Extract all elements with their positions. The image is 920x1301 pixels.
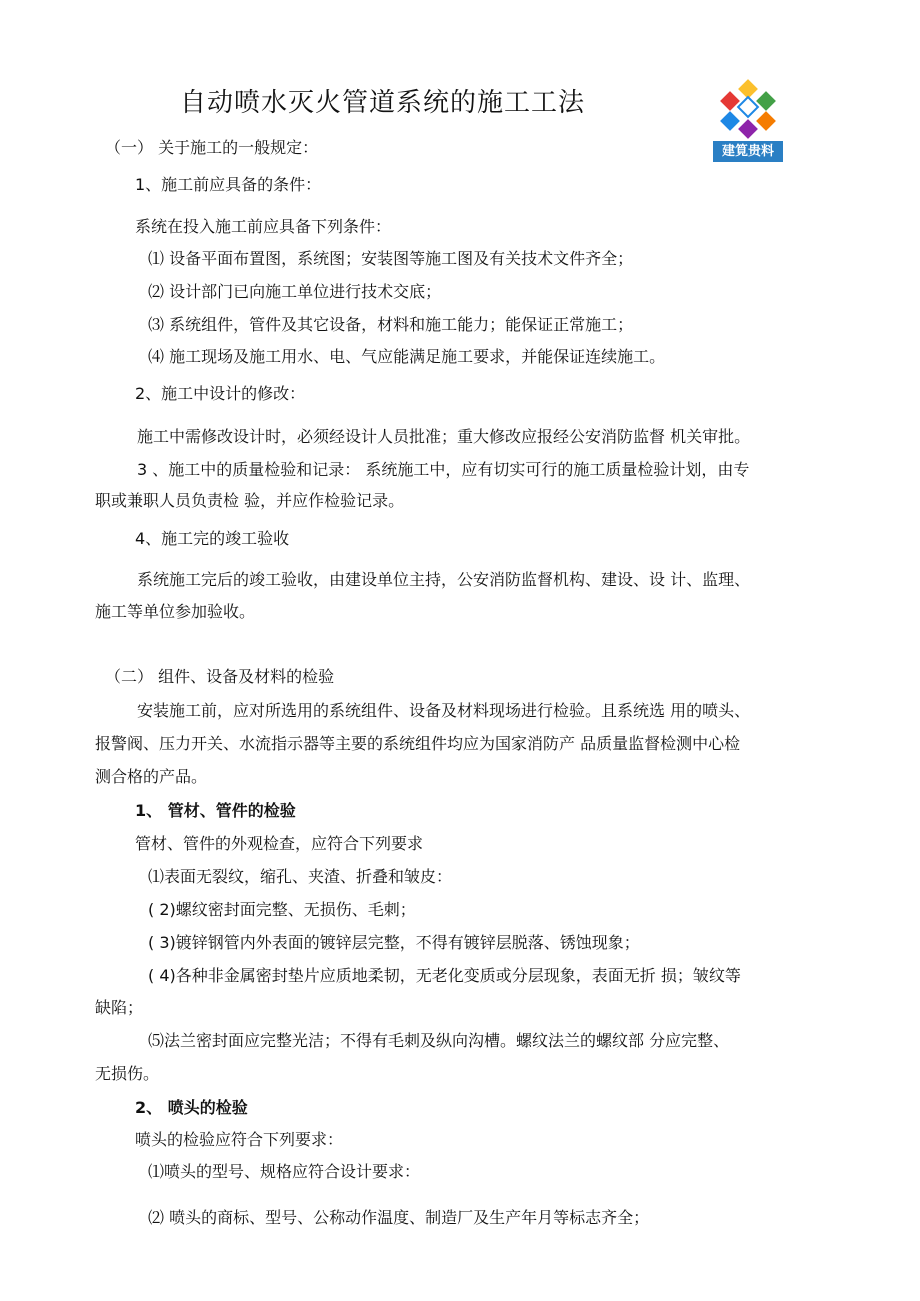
- paragraph-line: 报警阀、压力开关、水流指示器等主要的系统组件均应为国家消防产 品质量监督检测中心检: [95, 734, 741, 753]
- paragraph-line: 测合格的产品。: [95, 767, 208, 786]
- list-item: ( 3)镀锌钢管内外表面的镀锌层完整，不得有镀锌层脱落、锈蚀现象；: [148, 933, 640, 952]
- list-item: ⑵ 设计部门已向施工单位进行技术交底；: [148, 282, 442, 301]
- list-item: ⑷ 施工现场及施工用水、电、气应能满足施工要求，并能保证连续施工。: [148, 347, 666, 366]
- item-2-heading: 2、施工中设计的修改：: [135, 384, 306, 403]
- item-4-heading: 4、施工完的竣工验收: [135, 529, 290, 548]
- list-item: ( 4)各种非金属密封垫片应质地柔韧，无老化变质或分层现象，表面无折 损；皱纹等: [148, 966, 741, 985]
- list-item: ( 2)螺纹密封面完整、无损伤、毛刺；: [148, 900, 416, 919]
- subsection-2-heading: 2、 喷头的检验: [135, 1098, 248, 1117]
- list-item: 无损伤。: [95, 1064, 160, 1083]
- list-item: ⑶ 系统组件，管件及其它设备，材料和施工能力；能保证正常施工；: [148, 315, 634, 334]
- item-1-heading: 1、施工前应具备的条件：: [135, 175, 322, 194]
- list-item: 缺陷；: [95, 998, 144, 1017]
- list-item: ⑵ 喷头的商标、型号、公称动作温度、制造厂及生产年月等标志齐全；: [148, 1208, 650, 1227]
- section-1-heading: （一） 关于施工的一般规定：: [105, 138, 319, 157]
- paragraph-line: 系统施工完后的竣工验收，由建设单位主持，公安消防监督机构、建设、设 计、监理、: [137, 570, 751, 589]
- logo-icon: [713, 78, 783, 140]
- list-item: ⑴ 设备平面布置图，系统图；安装图等施工图及有关技术文件齐全；: [148, 249, 634, 268]
- brand-logo: [713, 78, 783, 162]
- paragraph-line: 职或兼职人员负责检 验，并应作检验记录。: [95, 491, 405, 510]
- document-title: 自动喷水灭火管道系统的施工工法: [180, 88, 586, 118]
- paragraph-line: 安装施工前，应对所选用的系统组件、设备及材料现场进行检验。且系统选 用的喷头、: [137, 701, 751, 720]
- subsection-1-heading: 1、 管材、管件的检验: [135, 801, 296, 820]
- logo-text: 建筧贵料: [713, 141, 783, 162]
- section-2-heading: （二） 组件、设备及材料的检验: [105, 667, 335, 686]
- list-item: ⑴表面无裂纹，缩孔、夹渣、折叠和皱皮：: [148, 867, 453, 886]
- paragraph-line: 系统在投入施工前应具备下列条件：: [135, 217, 392, 236]
- list-item: ⑴喷头的型号、规格应符合设计要求：: [148, 1162, 421, 1181]
- paragraph-line: 施工等单位参加验收。: [95, 602, 256, 621]
- paragraph-line: 施工中需修改设计时，必须经设计人员批准；重大修改应报经公安消防监督 机关审批。: [137, 427, 751, 446]
- paragraph-line: 3 、施工中的质量检验和记录： 系统施工中，应有切实可行的施工质量检验计划，由专: [137, 460, 750, 479]
- list-item: ⑸法兰密封面应完整光洁；不得有毛刺及纵向沟槽。螺纹法兰的螺纹部 分应完整、: [148, 1031, 730, 1050]
- paragraph-line: 喷头的检验应符合下列要求：: [135, 1130, 344, 1149]
- paragraph-line: 管材、管件的外观检查，应符合下列要求: [135, 834, 424, 853]
